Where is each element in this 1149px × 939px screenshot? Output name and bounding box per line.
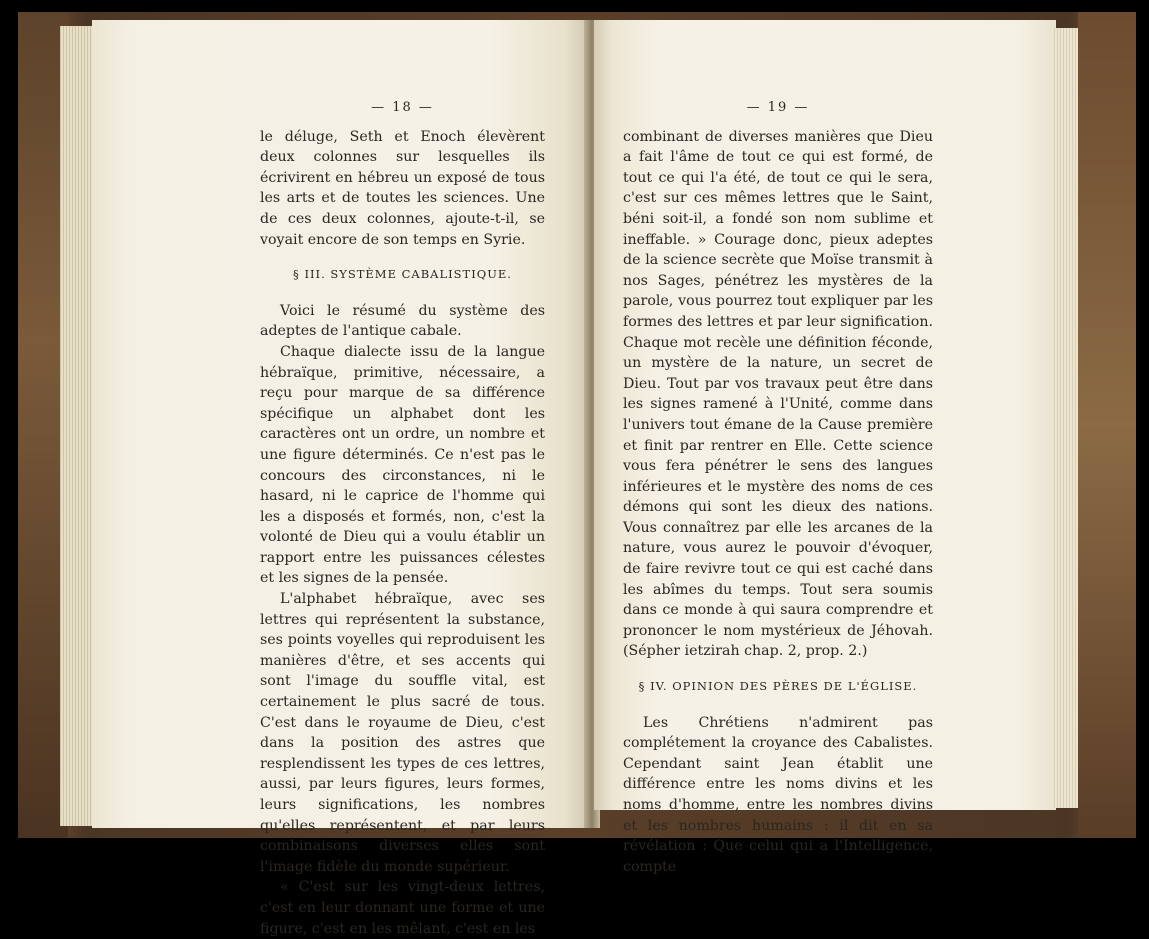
paragraph: Les Chrétiens n'admirent pas complétement la croyance des Cabalistes. Cependant saint Jean établit une différence entre les noms divins et les noms d'homme, entre les nombres divins et les nombres humains : il dit en sa révélation : Que celui qui a l'Intelligence, compte [623,714,933,875]
section-heading-left: § III. SYSTÈME CABALISTIQUE. [293,267,512,282]
page-edges-left [60,26,96,826]
paragraph: Voici le résumé du système des adeptes de l'antique cabale. [260,302,545,340]
paragraph: Chaque dialecte issu de la langue hébraïque, primitive, nécessaire, a reçu pour marque de sa différence spécifique un alphabet dont les caractères ont un ordre, un nombre et une figure déterminés. Ce n'est pas le concours des circonstances, ni le hasard, ni le caprice de l'homme qui les a disposés et formés, non, c'est la volonté de Dieu qui a voulu établir un rapport entre les puissances célestes et les signes de la pensée. [260,343,545,587]
section-heading-right: § IV. OPINION DES PÈRES DE L'ÉGLISE. [638,679,918,694]
paragraph: L'alphabet hébraïque, avec ses lettres qui représentent la substance, ses points voyelles qui reproduisent les manières d'être, et ses accents qui sont l'image du souffle vital, est certainement le plus sacré de tous. C'est dans le royaume de Dieu, c'est dans la position des astres que resplendissent les types de ces lettres, aussi, par leurs figures, leurs formes, leurs significations, les nombres qu'elles représentent, et par leurs combinaisons diverses elles sont l'image fidèle du monde supérieur. [260,591,545,875]
left-page-text [260,98,545,939]
page-number-right: — 19 — [746,100,810,115]
book-cover-right [1078,12,1136,838]
paragraph: combinant de diverses manières que Dieu a fait l'âme de tout ce qui est formé, de tout ce qui l'a été, de tout ce qui le sera, c'est sur ces mêmes lettres que le Saint, béni soit-il, a fondé son nom sublime et ineffable. » Courage donc, pieux adeptes de la science secrète que Moïse transmit à nos Sages, pénétrez les mystères de la parole, vous pourrez tout expliquer par les formes des lettres et par leur signification. Chaque mot recèle une définition féconde, un mystère de la nature, un secret de Dieu. Tout par vos travaux peut être dans les signes ramené à l'Unité, comme dans l'univers tout émane de la Cause première et finit par rentrer en Elle. Cette science vous fera pénétrer le sens des langues inférieures et le mystère des noms de ces démons qui sont les dieux des nations. Vous connaîtrez par elle les arcanes de la nature, vous aurez le pouvoir d'évoquer, de faire revivre tout ce qui est caché dans les abîmes du temps. Tout sera soumis dans ce monde à qui saura comprendre et prononcer le nom mystérieux de Jéhovah. (Sépher ietzirah chap. 2, prop. 2.) [623,128,933,660]
paragraph: « C'est sur les vingt-deux lettres, c'est en leur donnant une forme et une figure, c'est en les mêlant, c'est en les [260,879,545,937]
page-edges-right [1054,28,1080,808]
right-page-text [623,98,933,877]
page-number-left: — 18 — [371,100,434,115]
open-book [18,12,1136,838]
paragraph: le déluge, Seth et Enoch élevèrent deux colonnes sur lesquelles ils écrivirent en hébreu un exposé de tous les arts et de toutes les sciences. Une de ces deux colonnes, ajoute-t-il, se voyait encore de son temps en Syrie. [260,128,545,248]
